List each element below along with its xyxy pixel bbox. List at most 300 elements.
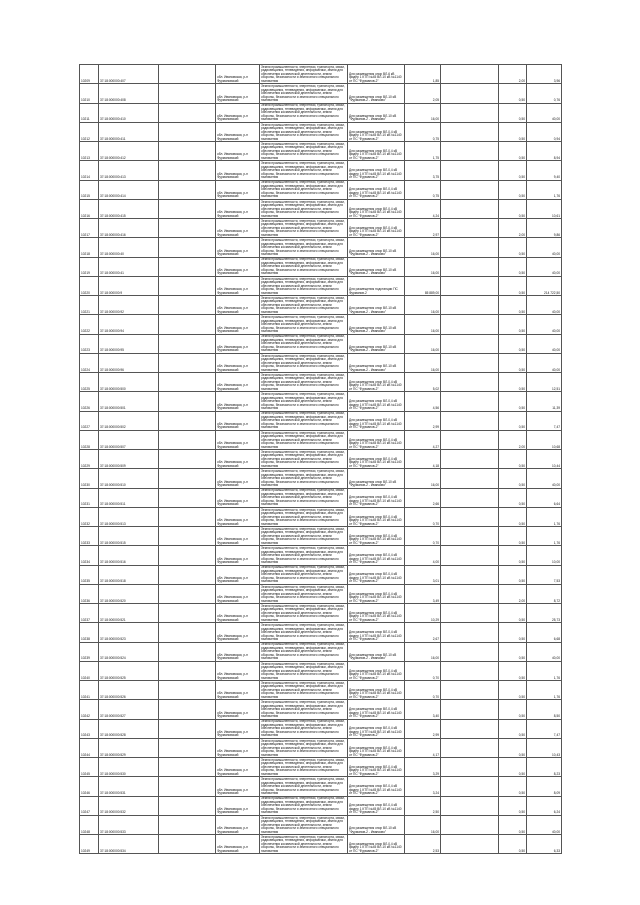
address-cell: обл. Ивановская, р-н Фурмановский bbox=[216, 584, 260, 603]
tax-value: 40,00 bbox=[527, 815, 562, 834]
area-value: 0,75 bbox=[405, 180, 441, 199]
table-row bbox=[80, 315, 562, 334]
area-value: 16,00 bbox=[405, 257, 441, 276]
table-row bbox=[80, 604, 562, 623]
blank-cell bbox=[441, 546, 499, 565]
land-category: Земли промышленности, энергетики, транспорта, связи, радиовещания, телевидения, информатики, земли для обеспечения космической деятельности, земли обороны, безопасности и земли иного специального назначения bbox=[260, 276, 348, 295]
address-cell: обл. Ивановская, р-н Фурмановский bbox=[216, 719, 260, 738]
land-category: Земли промышленности, энергетики, транспорта, связи, радиовещания, телевидения, информатики, земли для обеспечения космической деятельности, земли обороны, безопасности и земли иного специального назначения bbox=[260, 84, 348, 103]
permitted-use: Для размещения опор ВЛ-0,4 кВ фидер 1 КТП №45 ВЛ-10 кВ №1140 от ПС "Фурманов-2" bbox=[348, 507, 405, 526]
cadastral-number: 37:18:000000:518 bbox=[99, 565, 159, 584]
table-row bbox=[80, 199, 562, 218]
address-cell: обл. Ивановская, р-н Фурмановский bbox=[216, 84, 260, 103]
cadastral-number: 37:18:000000:530 bbox=[99, 758, 159, 777]
blank-cell bbox=[159, 815, 216, 834]
blank-cell bbox=[159, 296, 216, 315]
blank-cell bbox=[441, 623, 499, 642]
row-number: 10211 bbox=[80, 103, 99, 122]
rate-value: 0,50 bbox=[499, 623, 527, 642]
land-category: Земли промышленности, энергетики, транспорта, связи, радиовещания, телевидения, информатики, земли для обеспечения космической деятельности, земли обороны, безопасности и земли иного специального назначения bbox=[260, 315, 348, 334]
address-cell: обл. Ивановская, р-н Фурмановский bbox=[216, 334, 260, 353]
blank-cell bbox=[159, 199, 216, 218]
tax-value: 6,24 bbox=[527, 796, 562, 815]
cadastral-number: 37:18:000000:501 bbox=[99, 392, 159, 411]
blank-cell bbox=[159, 65, 216, 84]
permitted-use: Для размещения опор ВЛ-0,4 кВ фидер 1 КТП №45 ВЛ-10 кВ №1140 от ПС "Фурманов-2" bbox=[348, 527, 405, 546]
blank-cell bbox=[159, 430, 216, 449]
rate-value: 0,50 bbox=[499, 353, 527, 372]
address-cell: обл. Ивановская, р-н Фурмановский bbox=[216, 642, 260, 661]
rate-value: 0,50 bbox=[499, 392, 527, 411]
land-category: Земли промышленности, энергетики, транспорта, связи, радиовещания, телевидения, информатики, земли для обеспечения космической деятельности, земли обороны, безопасности и земли иного специального назначения bbox=[260, 815, 348, 834]
area-value: 16,00 bbox=[405, 353, 441, 372]
land-category: Земли промышленности, энергетики, транспорта, связи, радиовещания, телевидения, информатики, земли для обеспечения космической деятельности, земли обороны, безопасности и земли иного специального назначения bbox=[260, 199, 348, 218]
land-category: Земли промышленности, энергетики, транспорта, связи, радиовещания, телевидения, информатики, земли для обеспечения космической деятельности, земли обороны, безопасности и земли иного специального назначения bbox=[260, 392, 348, 411]
blank-cell bbox=[441, 315, 499, 334]
permitted-use: Для размещения опор ВЛ-0,4 кВ фидер 1 КТП №45 ВЛ-10 кВ №1140 от ПС "Фурманов-2" bbox=[348, 488, 405, 507]
permitted-use: Для размещения опор ВЛ-10 кВ "Фурманов-2 - Иванково" bbox=[348, 642, 405, 661]
permitted-use: Для размещения опор ВЛ-0,4 кВ фидер 1 КТП №45 ВЛ-10 кВ №1140 от ПС "Фурманов-2" bbox=[348, 738, 405, 757]
cadastral-number: 37:18:000000:415 bbox=[99, 199, 159, 218]
table-row bbox=[80, 738, 562, 757]
blank-cell bbox=[159, 661, 216, 680]
rate-value: 0,50 bbox=[499, 334, 527, 353]
land-category: Земли промышленности, энергетики, транспорта, связи, радиовещания, телевидения, информатики, земли для обеспечения космической деятельности, земли обороны, безопасности и земли иного специального назначения bbox=[260, 65, 348, 84]
table-row bbox=[80, 103, 562, 122]
blank-cell bbox=[159, 334, 216, 353]
rate-value: 0,50 bbox=[499, 103, 527, 122]
permitted-use: Для размещения опор ВЛ-0,4 кВ фидер 1 КТП №45 ВЛ-10 кВ №1140 от ПС "Фурманов-2" bbox=[348, 161, 405, 180]
blank-cell bbox=[441, 180, 499, 199]
land-category: Земли промышленности, энергетики, транспорта, связи, радиовещания, телевидения, информатики, земли для обеспечения космической деятельности, земли обороны, безопасности и земли иного специального назначения bbox=[260, 219, 348, 238]
permitted-use: Для размещения опор ВЛ-0,4 кВ фидер 1 КТП №45 ВЛ-10 кВ №1140 от ПС "Фурманов-2" bbox=[348, 565, 405, 584]
table-row bbox=[80, 296, 562, 315]
cadastral-number: 37:18:000000:513 bbox=[99, 507, 159, 526]
blank-cell bbox=[441, 642, 499, 661]
area-value: 4,27 bbox=[405, 430, 441, 449]
blank-cell bbox=[159, 777, 216, 796]
table-row bbox=[80, 219, 562, 238]
area-value: 1,85 bbox=[405, 65, 441, 84]
blank-cell bbox=[441, 738, 499, 757]
land-category: Земли промышленности, энергетики, транспорта, связи, радиовещания, телевидения, информатики, земли для обеспечения космической деятельности, земли обороны, безопасности и земли иного специального назначения bbox=[260, 700, 348, 719]
tax-value: 0,94 bbox=[527, 122, 562, 141]
cadastral-number: 37:18:000000:92 bbox=[99, 296, 159, 315]
table-row bbox=[80, 122, 562, 141]
blank-cell bbox=[159, 257, 216, 276]
blank-cell bbox=[159, 373, 216, 392]
address-cell: обл. Ивановская, р-н Фурмановский bbox=[216, 758, 260, 777]
blank-cell bbox=[441, 584, 499, 603]
table-row bbox=[80, 719, 562, 738]
permitted-use: Для размещения опор ВЛ-0,4 кВ фидер 1 КТП №45 ВЛ-10 кВ №1140 от ПС "Фурманов-2" bbox=[348, 777, 405, 796]
address-cell: обл. Ивановская, р-н Фурмановский bbox=[216, 507, 260, 526]
row-number: 10215 bbox=[80, 180, 99, 199]
permitted-use: Для размещения опор ВЛ-10 кВ "Фурманов-2 - Иванково" bbox=[348, 84, 405, 103]
land-category: Земли промышленности, энергетики, транспорта, связи, радиовещания, телевидения, информатики, земли для обеспечения космической деятельности, земли обороны, безопасности и земли иного специального назначения bbox=[260, 488, 348, 507]
blank-cell bbox=[441, 334, 499, 353]
address-cell: обл. Ивановская, р-н Фурмановский bbox=[216, 142, 260, 161]
tax-value: 10,00 bbox=[527, 546, 562, 565]
cadastral-number: 37:18:000000:509 bbox=[99, 450, 159, 469]
tax-value: 10,44 bbox=[527, 450, 562, 469]
blank-cell bbox=[159, 353, 216, 372]
permitted-use: Для размещения опор ВЛ-0,4 кВ фидер 1 КТП №45 ВЛ-10 кВ №1140 от ПС "Фурманов-2" bbox=[348, 681, 405, 700]
rate-value: 0,50 bbox=[499, 373, 527, 392]
address-cell: обл. Ивановская, р-н Фурмановский bbox=[216, 65, 260, 84]
blank-cell bbox=[159, 623, 216, 642]
table-row bbox=[80, 469, 562, 488]
blank-cell bbox=[441, 796, 499, 815]
land-category: Земли промышленности, энергетики, транспорта, связи, радиовещания, телевидения, информатики, земли для обеспечения космической деятельности, земли обороны, безопасности и земли иного специального назначения bbox=[260, 758, 348, 777]
area-value: 3,29 bbox=[405, 758, 441, 777]
blank-cell bbox=[441, 604, 499, 623]
cadastral-number: 37:18:000000:9 bbox=[99, 276, 159, 295]
address-cell: обл. Ивановская, р-н Фурмановский bbox=[216, 103, 260, 122]
area-value: 2,67 bbox=[405, 623, 441, 642]
table-row bbox=[80, 180, 562, 199]
land-category: Земли промышленности, энергетики, транспорта, связи, радиовещания, телевидения, информатики, земли для обеспечения космической деятельности, земли обороны, безопасности и земли иного специального назначения bbox=[260, 353, 348, 372]
rate-value: 0,50 bbox=[499, 604, 527, 623]
blank-cell bbox=[159, 219, 216, 238]
table-row bbox=[80, 488, 562, 507]
blank-cell bbox=[441, 719, 499, 738]
table-row bbox=[80, 276, 562, 295]
row-number: 10222 bbox=[80, 315, 99, 334]
area-value: 0,70 bbox=[405, 527, 441, 546]
land-category: Земли промышленности, энергетики, транспорта, связи, радиовещания, телевидения, информатики, земли для обеспечения космической деятельности, земли обороны, безопасности и земли иного специального назначения bbox=[260, 565, 348, 584]
blank-cell bbox=[159, 835, 216, 854]
blank-cell bbox=[441, 661, 499, 680]
address-cell: обл. Ивановская, р-н Фурмановский bbox=[216, 700, 260, 719]
blank-cell bbox=[441, 835, 499, 854]
blank-cell bbox=[159, 450, 216, 469]
permitted-use: Для размещения опор ВЛ-6 кВ фидер 1 КТП №45 ВЛ-10 кВ №1140 от ПС "Фурманов-2" bbox=[348, 65, 405, 84]
address-cell: обл. Ивановская, р-н Фурмановский bbox=[216, 738, 260, 757]
area-value: 4,00 bbox=[405, 546, 441, 565]
address-cell: обл. Ивановская, р-н Фурмановский bbox=[216, 835, 260, 854]
tax-value: 6,64 bbox=[527, 488, 562, 507]
rate-value: 2,00 bbox=[499, 584, 527, 603]
row-number: 10241 bbox=[80, 681, 99, 700]
address-cell: обл. Ивановская, р-н Фурмановский bbox=[216, 796, 260, 815]
area-value: 16,00 bbox=[405, 103, 441, 122]
rate-value: 0,50 bbox=[499, 315, 527, 334]
tax-value: 214 722,50 bbox=[527, 276, 562, 295]
rate-value: 0,50 bbox=[499, 276, 527, 295]
rate-value: 0,50 bbox=[499, 758, 527, 777]
cadastral-number: 37:18:000000:534 bbox=[99, 835, 159, 854]
row-number: 10228 bbox=[80, 430, 99, 449]
address-cell: обл. Ивановская, р-н Фурмановский bbox=[216, 180, 260, 199]
cadastral-number: 37:18:000000:95 bbox=[99, 334, 159, 353]
area-value: 2,05 bbox=[405, 84, 441, 103]
rate-value: 0,50 bbox=[499, 84, 527, 103]
permitted-use: Для размещения опор ВЛ-0,4 кВ фидер 1 КТП №45 ВЛ-10 кВ №1140 от ПС "Фурманов-2" bbox=[348, 796, 405, 815]
row-number: 10242 bbox=[80, 700, 99, 719]
table-body bbox=[80, 65, 562, 854]
blank-cell bbox=[159, 584, 216, 603]
tax-value: 25,73 bbox=[527, 604, 562, 623]
tax-value: 40,00 bbox=[527, 315, 562, 334]
land-category: Земли промышленности, энергетики, транспорта, связи, радиовещания, телевидения, информатики, земли для обеспечения космической деятельности, земли обороны, безопасности и земли иного специального назначения bbox=[260, 681, 348, 700]
cadastral-number: 37:18:000000:502 bbox=[99, 411, 159, 430]
rate-value: 0,50 bbox=[499, 700, 527, 719]
blank-cell bbox=[159, 180, 216, 199]
rate-value: 0,50 bbox=[499, 122, 527, 141]
blank-cell bbox=[159, 527, 216, 546]
address-cell: обл. Ивановская, р-н Фурмановский bbox=[216, 815, 260, 834]
permitted-use: Для размещения опор ВЛ-0,4 кВ фидер 1 КТП №45 ВЛ-10 кВ №1140 от ПС "Фурманов-2" bbox=[348, 719, 405, 738]
permitted-use: Для размещения опор ВЛ-10 кВ "Фурманов-2 - Иванково" bbox=[348, 353, 405, 372]
row-number: 10217 bbox=[80, 219, 99, 238]
blank-cell bbox=[441, 142, 499, 161]
tax-value: 3,96 bbox=[527, 65, 562, 84]
blank-cell bbox=[159, 758, 216, 777]
table-row bbox=[80, 411, 562, 430]
area-value: 4,17 bbox=[405, 738, 441, 757]
blank-cell bbox=[441, 777, 499, 796]
blank-cell bbox=[441, 430, 499, 449]
blank-cell bbox=[441, 238, 499, 257]
tax-value: 1,76 bbox=[527, 661, 562, 680]
land-category: Земли промышленности, энергетики, транспорта, связи, радиовещания, телевидения, информатики, земли для обеспечения космической деятельности, земли обороны, безопасности и земли иного специального назначения bbox=[260, 334, 348, 353]
address-cell: обл. Ивановская, р-н Фурмановский bbox=[216, 392, 260, 411]
tax-value: 40,00 bbox=[527, 353, 562, 372]
area-value: 2,99 bbox=[405, 411, 441, 430]
row-number: 10246 bbox=[80, 777, 99, 796]
land-category: Земли промышленности, энергетики, транспорта, связи, радиовещания, телевидения, информатики, земли для обеспечения космической деятельности, земли обороны, безопасности и земли иного специального назначения bbox=[260, 796, 348, 815]
row-number: 10226 bbox=[80, 392, 99, 411]
rate-value: 0,50 bbox=[499, 661, 527, 680]
area-value: 0,75 bbox=[405, 122, 441, 141]
cadastral-number: 37:18:000000:526 bbox=[99, 681, 159, 700]
table-row bbox=[80, 623, 562, 642]
row-number: 10229 bbox=[80, 450, 99, 469]
cadastral-number: 37:18:000000:515 bbox=[99, 527, 159, 546]
permitted-use: Для размещения опор ВЛ-0,4 кВ фидер 1 КТП №45 ВЛ-10 кВ №1140 от ПС "Фурманов-2" bbox=[348, 219, 405, 238]
blank-cell bbox=[159, 84, 216, 103]
blank-cell bbox=[441, 565, 499, 584]
table-row bbox=[80, 334, 562, 353]
permitted-use: Для размещения опор ВЛ-0,4 кВ фидер 1 КТП №45 ВЛ-10 кВ №1140 от ПС "Фурманов-2" bbox=[348, 430, 405, 449]
area-value: 0,70 bbox=[405, 507, 441, 526]
tax-value: 1,76 bbox=[527, 681, 562, 700]
address-cell: обл. Ивановская, р-н Фурмановский bbox=[216, 161, 260, 180]
area-value: 4,24 bbox=[405, 199, 441, 218]
blank-cell bbox=[441, 758, 499, 777]
cadastral-number: 37:18:000000:507 bbox=[99, 430, 159, 449]
table-row bbox=[80, 796, 562, 815]
permitted-use: Для размещения опор ВЛ-0,4 кВ фидер 1 КТП №45 ВЛ-10 кВ №1140 от ПС "Фурманов-2" bbox=[348, 758, 405, 777]
tax-value: 1,76 bbox=[527, 527, 562, 546]
row-number: 10213 bbox=[80, 142, 99, 161]
address-cell: обл. Ивановская, р-н Фурмановский bbox=[216, 565, 260, 584]
table-row bbox=[80, 373, 562, 392]
land-category: Земли промышленности, энергетики, транспорта, связи, радиовещания, телевидения, информатики, земли для обеспечения космической деятельности, земли обороны, безопасности и земли иного специального назначения bbox=[260, 103, 348, 122]
permitted-use: Для размещения опор ВЛ-10 кВ "Фурманов-2 - Иванково" bbox=[348, 469, 405, 488]
cadastral-number: 37:18:000000:520 bbox=[99, 584, 159, 603]
address-cell: обл. Ивановская, р-н Фурмановский bbox=[216, 604, 260, 623]
permitted-use: Для размещения опор ВЛ-10 кВ "Фурманов-2 - Иванково" bbox=[348, 257, 405, 276]
cadastral-number: 37:18:000000:412 bbox=[99, 142, 159, 161]
blank-cell bbox=[159, 738, 216, 757]
cadastral-number: 37:18:000000:524 bbox=[99, 642, 159, 661]
land-category: Земли промышленности, энергетики, транспорта, связи, радиовещания, телевидения, информатики, земли для обеспечения космической деятельности, земли обороны, безопасности и земли иного специального назначения bbox=[260, 469, 348, 488]
tax-value: 8,23 bbox=[527, 758, 562, 777]
cadastral-number: 37:18:000000:516 bbox=[99, 546, 159, 565]
land-category: Земли промышленности, энергетики, транспорта, связи, радиовещания, телевидения, информатики, земли для обеспечения космической деятельности, земли обороны, безопасности и земли иного специального назначения bbox=[260, 161, 348, 180]
permitted-use: Для размещения опор ВЛ-0,4 кВ фидер 1 КТП №45 ВЛ-10 кВ №1140 от ПС "Фурманов-2" bbox=[348, 546, 405, 565]
tax-value: 40,00 bbox=[527, 103, 562, 122]
permitted-use: Для размещения опор ВЛ-10 кВ "Фурманов-2 - Иванково" bbox=[348, 334, 405, 353]
permitted-use: Для размещения опор ВЛ-0,4 кВ фидер 1 КТП №45 ВЛ-10 кВ №1140 от ПС "Фурманов-2" bbox=[348, 392, 405, 411]
land-category: Земли промышленности, энергетики, транспорта, связи, радиовещания, телевидения, информатики, земли для обеспечения космической деятельности, земли обороны, безопасности и земли иного специального назначения bbox=[260, 430, 348, 449]
cadastral-number: 37:18:000000:41 bbox=[99, 257, 159, 276]
permitted-use: Для размещения опор ВЛ-10 кВ "Фурманов-2 - Иванково" bbox=[348, 815, 405, 834]
table-row bbox=[80, 700, 562, 719]
rate-value: 0,50 bbox=[499, 565, 527, 584]
table-row bbox=[80, 65, 562, 84]
row-number: 10239 bbox=[80, 642, 99, 661]
table-row bbox=[80, 565, 562, 584]
blank-cell bbox=[159, 142, 216, 161]
permitted-use: Для размещения опор ВЛ-0,4 кВ фидер 1 КТП №45 ВЛ-10 кВ №1140 от ПС "Фурманов-2" bbox=[348, 180, 405, 199]
area-value: 0,70 bbox=[405, 661, 441, 680]
blank-cell bbox=[441, 411, 499, 430]
row-number: 10238 bbox=[80, 623, 99, 642]
table-row bbox=[80, 584, 562, 603]
permitted-use: Для размещения опор ВЛ-10 кВ "Фурманов-2 - Иванково" bbox=[348, 238, 405, 257]
cadastral-number: 37:18:000000:529 bbox=[99, 738, 159, 757]
address-cell: обл. Ивановская, р-н Фурмановский bbox=[216, 315, 260, 334]
rate-value: 2,00 bbox=[499, 219, 527, 238]
tax-value: 7,47 bbox=[527, 719, 562, 738]
address-cell: обл. Ивановская, р-н Фурмановский bbox=[216, 777, 260, 796]
tax-value: 0,76 bbox=[527, 84, 562, 103]
tax-value: 8,94 bbox=[527, 142, 562, 161]
cadastral-number: 37:18:000000:533 bbox=[99, 815, 159, 834]
blank-cell bbox=[159, 276, 216, 295]
row-number: 10237 bbox=[80, 604, 99, 623]
blank-cell bbox=[159, 507, 216, 526]
area-value: 4,18 bbox=[405, 450, 441, 469]
blank-cell bbox=[441, 103, 499, 122]
land-category: Земли промышленности, энергетики, транспорта, связи, радиовещания, телевидения, информатики, земли для обеспечения космической деятельности, земли обороны, безопасности и земли иного специального назначения bbox=[260, 238, 348, 257]
address-cell: обл. Ивановская, р-н Фурмановский bbox=[216, 430, 260, 449]
address-cell: обл. Ивановская, р-н Фурмановский bbox=[216, 450, 260, 469]
row-number: 10247 bbox=[80, 796, 99, 815]
blank-cell bbox=[159, 411, 216, 430]
cadastral-number: 37:18:000000:532 bbox=[99, 796, 159, 815]
table-row bbox=[80, 238, 562, 257]
row-number: 10225 bbox=[80, 373, 99, 392]
cadastral-number: 37:18:000000:411 bbox=[99, 122, 159, 141]
land-category: Земли промышленности, энергетики, транспорта, связи, радиовещания, телевидения, информатики, земли для обеспечения космической деятельности, земли обороны, безопасности и земли иного специального назначения bbox=[260, 296, 348, 315]
blank-cell bbox=[159, 161, 216, 180]
blank-cell bbox=[441, 199, 499, 218]
rate-value: 0,50 bbox=[499, 199, 527, 218]
cadastral-number: 37:18:000000:511 bbox=[99, 488, 159, 507]
row-number: 10233 bbox=[80, 527, 99, 546]
permitted-use: Для размещения опор ВЛ-0,4 кВ фидер 1 КТП №45 ВЛ-10 кВ №1140 от ПС "Фурманов-2" bbox=[348, 411, 405, 430]
area-value: 4,56 bbox=[405, 392, 441, 411]
cadastral-number: 37:18:000000:94 bbox=[99, 315, 159, 334]
tax-value: 1,76 bbox=[527, 507, 562, 526]
cadastral-number: 37:18:000000:523 bbox=[99, 623, 159, 642]
row-number: 10218 bbox=[80, 238, 99, 257]
row-number: 10223 bbox=[80, 334, 99, 353]
permitted-use: Для размещения опор ВЛ-0,4 кВ фидер 1 КТП №45 ВЛ-10 кВ №1140 от ПС "Фурманов-2" bbox=[348, 700, 405, 719]
area-value: 16,00 bbox=[405, 469, 441, 488]
rate-value: 0,50 bbox=[499, 642, 527, 661]
cadastral-number: 37:18:000000:407 bbox=[99, 65, 159, 84]
area-value: 16,00 bbox=[405, 315, 441, 334]
tax-value: 40,00 bbox=[527, 334, 562, 353]
blank-cell bbox=[441, 122, 499, 141]
rate-value: 0,50 bbox=[499, 777, 527, 796]
rate-value: 0,50 bbox=[499, 527, 527, 546]
rate-value: 0,50 bbox=[499, 238, 527, 257]
permitted-use: Для размещения опор ВЛ-0,4 кВ фидер 1 КТП №45 ВЛ-10 кВ №1140 от ПС "Фурманов-2" bbox=[348, 142, 405, 161]
row-number: 10244 bbox=[80, 738, 99, 757]
blank-cell bbox=[159, 700, 216, 719]
address-cell: обл. Ивановская, р-н Фурмановский bbox=[216, 546, 260, 565]
blank-cell bbox=[441, 373, 499, 392]
row-number: 10248 bbox=[80, 815, 99, 834]
blank-cell bbox=[441, 392, 499, 411]
row-number: 10210 bbox=[80, 84, 99, 103]
blank-cell bbox=[159, 392, 216, 411]
land-category: Земли промышленности, энергетики, транспорта, связи, радиовещания, телевидения, информатики, земли для обеспечения космической деятельности, земли обороны, безопасности и земли иного специального назначения bbox=[260, 527, 348, 546]
address-cell: обл. Ивановская, р-н Фурмановский bbox=[216, 469, 260, 488]
row-number: 10231 bbox=[80, 488, 99, 507]
tax-value: 11,39 bbox=[527, 392, 562, 411]
address-cell: обл. Ивановская, р-н Фурмановский bbox=[216, 296, 260, 315]
land-category: Земли промышленности, энергетики, транспорта, связи, радиовещания, телевидения, информатики, земли для обеспечения космической деятельности, земли обороны, безопасности и земли иного специального назначения bbox=[260, 122, 348, 141]
land-category: Земли промышленности, энергетики, транспорта, связи, радиовещания, телевидения, информатики, земли для обеспечения космической деятельности, земли обороны, безопасности и земли иного специального назначения bbox=[260, 142, 348, 161]
land-category: Земли промышленности, энергетики, транспорта, связи, радиовещания, телевидения, информатики, земли для обеспечения космической деятельности, земли обороны, безопасности и земли иного специального назначения bbox=[260, 373, 348, 392]
blank-cell bbox=[441, 84, 499, 103]
cadastral-number: 37:18:000000:528 bbox=[99, 719, 159, 738]
address-cell: обл. Ивановская, р-н Фурмановский bbox=[216, 623, 260, 642]
cadastral-number: 37:18:000000:510 bbox=[99, 469, 159, 488]
rate-value: 0,50 bbox=[499, 180, 527, 199]
address-cell: обл. Ивановская, р-н Фурмановский bbox=[216, 122, 260, 141]
table-row bbox=[80, 84, 562, 103]
permitted-use: Для размещения подстанции ПС Фурманов-2 bbox=[348, 276, 405, 295]
rate-value: 0,50 bbox=[499, 488, 527, 507]
area-value: 3,24 bbox=[405, 777, 441, 796]
cadastral-number: 37:18:000000:96 bbox=[99, 353, 159, 372]
blank-cell bbox=[441, 353, 499, 372]
tax-value: 6,33 bbox=[527, 835, 562, 854]
row-number: 10232 bbox=[80, 507, 99, 526]
blank-cell bbox=[441, 276, 499, 295]
table-row bbox=[80, 546, 562, 565]
tax-value: 6,68 bbox=[527, 623, 562, 642]
rate-value: 2,00 bbox=[499, 65, 527, 84]
table-row bbox=[80, 777, 562, 796]
address-cell: обл. Ивановская, р-н Фурмановский bbox=[216, 257, 260, 276]
cadastral-number: 37:18:000000:527 bbox=[99, 700, 159, 719]
rate-value: 0,50 bbox=[499, 469, 527, 488]
land-category: Земли промышленности, энергетики, транспорта, связи, радиовещания, телевидения, информатики, земли для обеспечения космической деятельности, земли обороны, безопасности и земли иного специального назначения bbox=[260, 584, 348, 603]
area-value: 3,01 bbox=[405, 565, 441, 584]
address-cell: обл. Ивановская, р-н Фурмановский bbox=[216, 661, 260, 680]
permitted-use: Для размещения опор ВЛ-0,4 кВ фидер 1 КТП №45 ВЛ-10 кВ №1140 от ПС "Фурманов-2" bbox=[348, 373, 405, 392]
blank-cell bbox=[441, 219, 499, 238]
